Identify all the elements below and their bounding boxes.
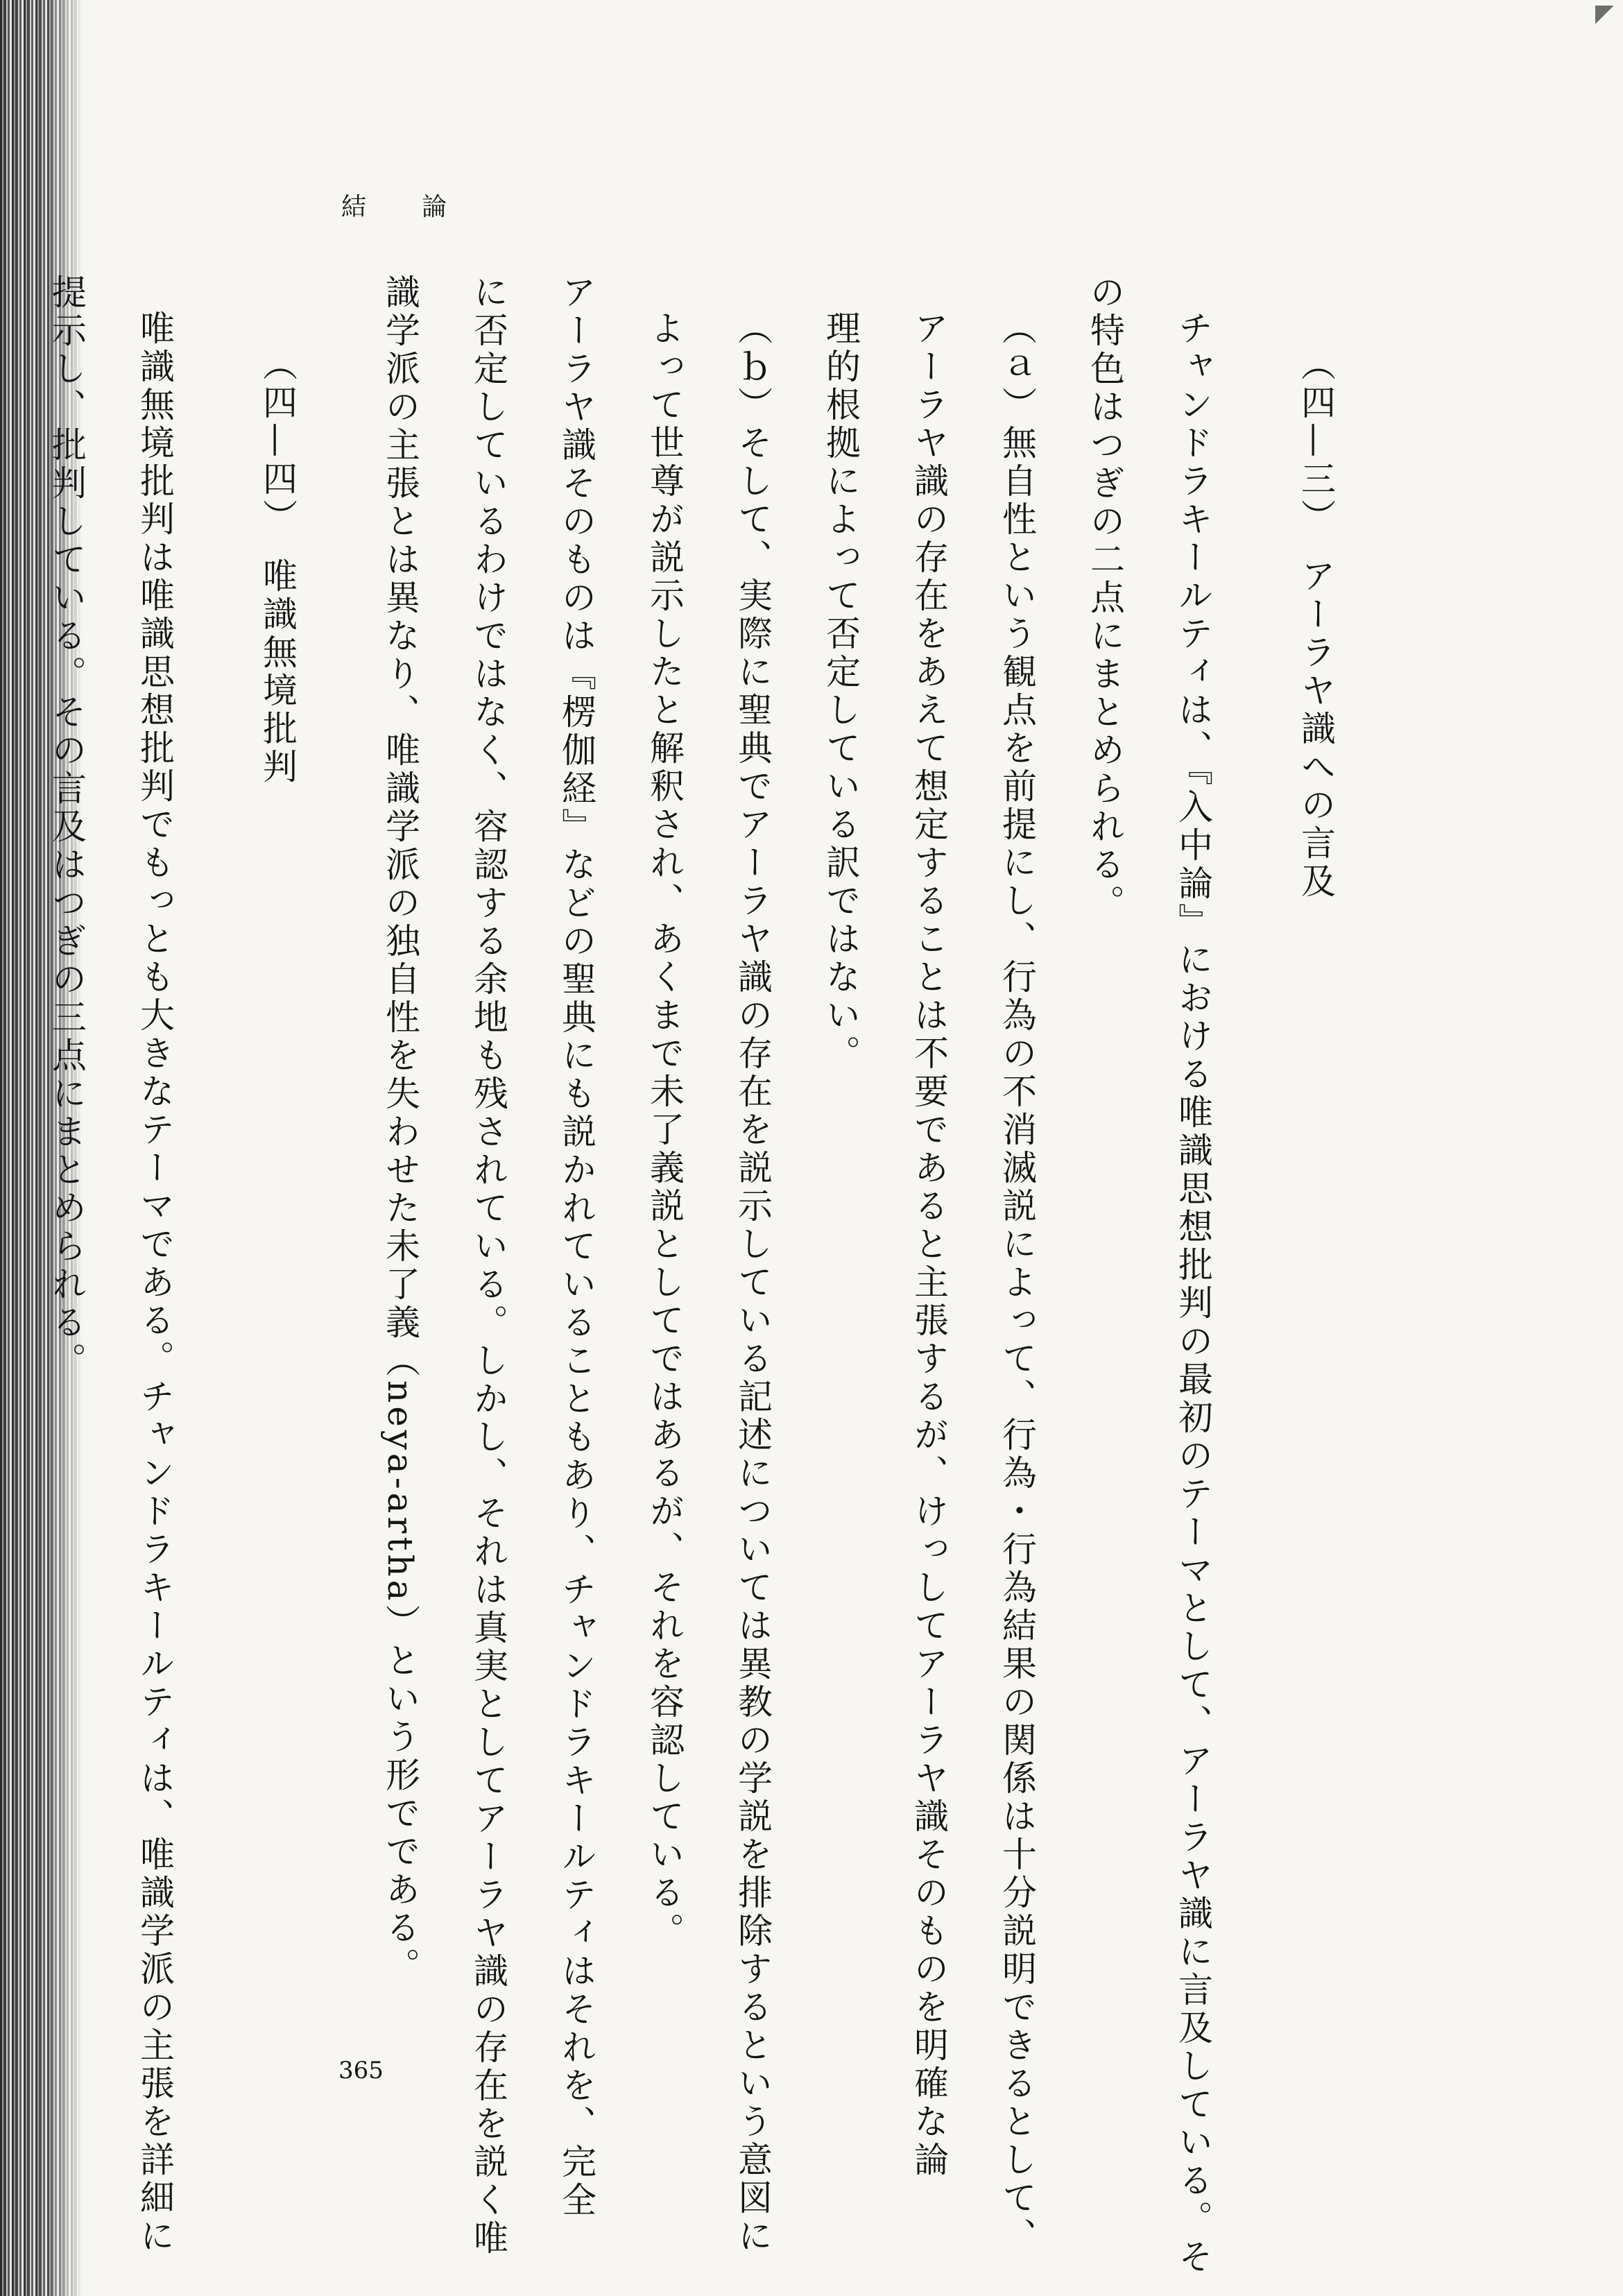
text-line: （ｂ）そして、実際に聖典でアーラヤ識の存在を説示している記述については異教の学説を排除するという意図に: [732, 310, 773, 2256]
text-line: [0, 274, 22, 2057]
line-gap: [321, 274, 356, 2057]
line-gap: [198, 274, 233, 2057]
text-line: に否定しているわけではなく、容認する余地も残されている。しかし、それは真実としてアーラヤ識の存在を説く唯: [468, 274, 508, 2258]
text-line: 提示し、批判している。その言及はつぎの三点にまとめられる。: [46, 274, 87, 1380]
page-number: 365: [338, 2057, 384, 2084]
text-line: 唯識無境批判は唯識思想批判でもっとも大きなテーマである。チャンドラキールティは、唯識学派の主張を詳細に: [135, 310, 175, 2256]
running-head: 結 論: [341, 193, 463, 221]
text-line: アーラヤ識の存在をあえて想定することは不要であると主張するが、けっしてアーラヤ識そのものを明確な論: [909, 310, 949, 2179]
text-line: （ａ）無自性という観点を前提にし、行為の不消滅説によって、行為・行為結果の関係は十分説明できるとして、: [997, 310, 1037, 2256]
text-line: よって世尊が説示したと解釈され、あくまで未了義説としてではあるが、それを容認している。: [644, 310, 685, 1951]
text-line: アーラヤ識そのものは『楞伽経』などの聖典にも説かれていることもあり、チャンドラキールティはそれを、完全: [556, 274, 596, 2220]
section-heading: （四—三） アーラヤ識への言及: [1296, 346, 1336, 901]
scan-corner-mark: [1595, 6, 1613, 33]
line-gap: [1237, 274, 1271, 2057]
text-line: 識学派の主張とは異なり、唯識学派の独自性を失わせた未了義（neya-artha）という形でである。: [380, 274, 420, 1986]
text-line: チャンドラキールティは、『入中論』における唯識思想批判の最初のテーマとして、アーラヤ識に言及している。そ: [1173, 310, 1213, 2277]
section-heading: （四—四） 唯識無境批判: [257, 346, 298, 787]
text-line: の特色はつぎの二点にまとめられる。: [1085, 274, 1125, 923]
text-line: 理的根拠によって否定している訳ではない。: [821, 310, 861, 1073]
